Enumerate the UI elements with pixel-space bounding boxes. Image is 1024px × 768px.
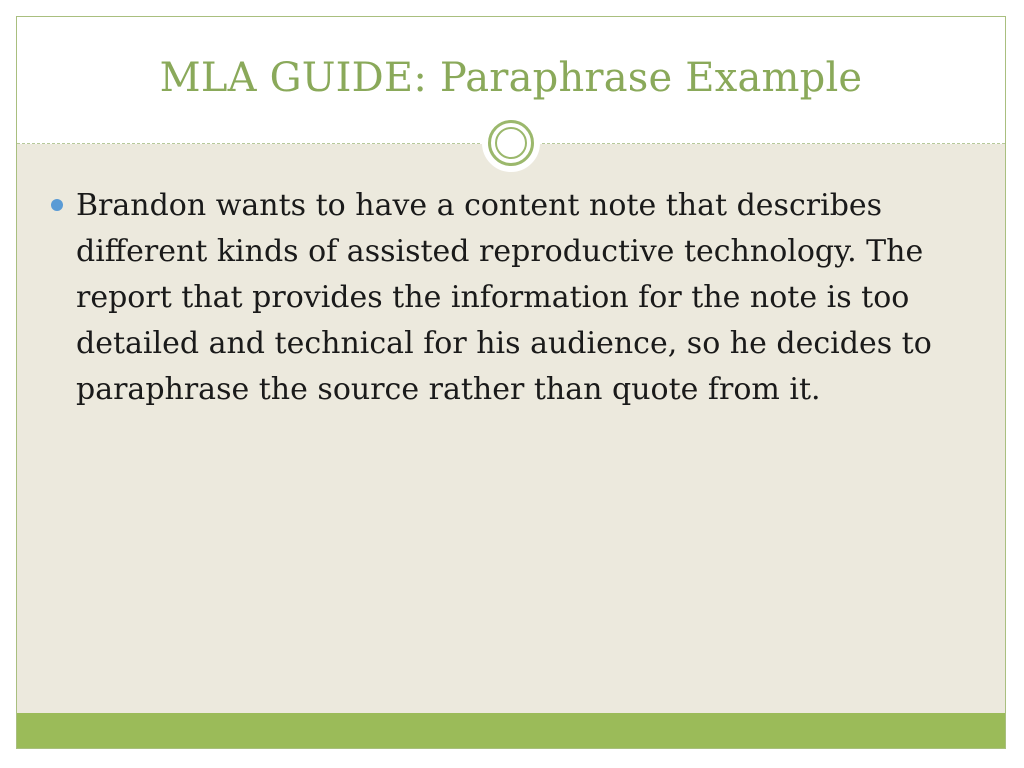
- slide-title: MLA GUIDE: Paraphrase Example: [159, 55, 863, 101]
- bullet-text: Brandon wants to have a content note that describes different kinds of assisted reproductive technology. The report that provides the information for the note is too detailed and technical for his audience, so he decides to paraphrase the source rather than quote from it.: [76, 188, 932, 407]
- bullet-list: [51, 183, 981, 413]
- divider-ring-icon: [482, 114, 540, 172]
- bullet-item: [51, 183, 981, 413]
- slide: [16, 16, 1006, 749]
- divider-ring-outer: [488, 120, 534, 166]
- divider-ring-inner: [495, 127, 527, 159]
- bullet-dot-icon: [51, 199, 63, 211]
- footer-bar: [17, 713, 1005, 748]
